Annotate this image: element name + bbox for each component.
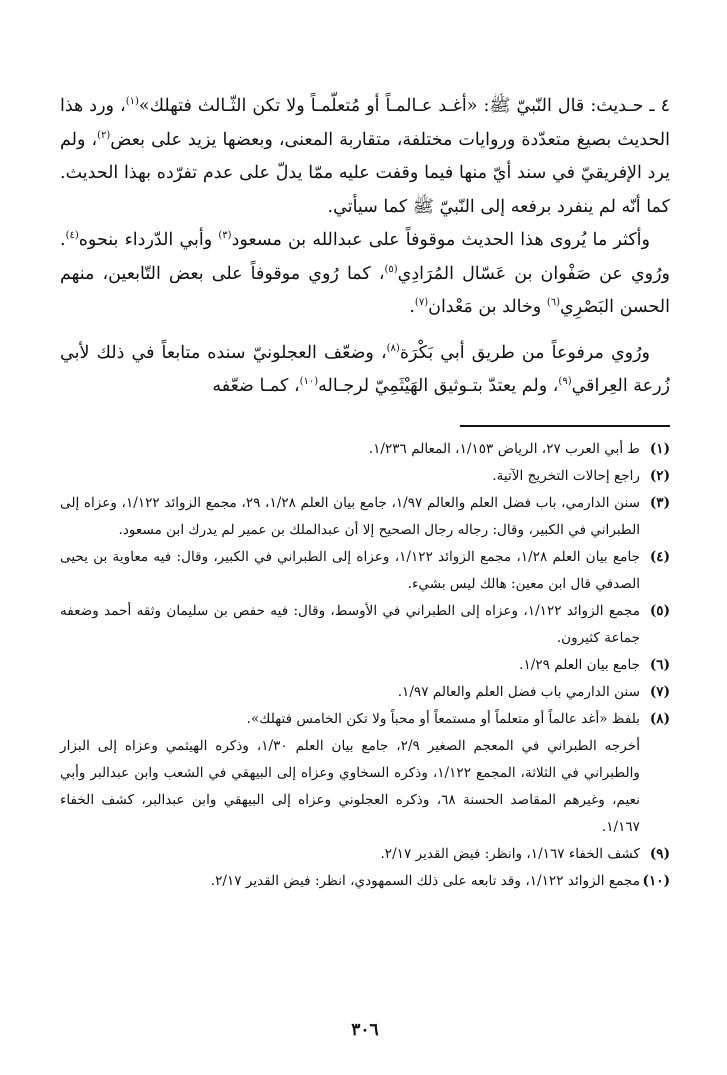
footnote-separator xyxy=(460,425,670,427)
footnote-ref-1: (١) xyxy=(125,96,139,108)
footnote-ref-4: (٤) xyxy=(65,230,79,242)
text-span: وأكثر ما يُروى هذا الحديث موقوفاً على عبدالله بن مسعود xyxy=(231,230,650,250)
footnote-text: جامع بيان العلم ١/٢٨، مجمع الزوائد ١/١٢٢، وعزاه إلى الطبراني في الكبير، وقال: فيه معاوية بن يحيى الصدفي قال ابن معين: هالك ليس بشيء. xyxy=(60,549,640,592)
footnote-ref-6: (٦) xyxy=(546,297,560,309)
footnote-8 xyxy=(60,706,670,733)
footnote-ref-2: (٢) xyxy=(97,129,111,141)
paragraph-mawquf xyxy=(60,224,670,325)
footnote-number: (٣) xyxy=(649,495,670,511)
footnote-text: كشف الخفاء ١/١٦٧، وانظر: فيض القدير ٢/١٧. xyxy=(380,846,640,862)
text-span: . xyxy=(409,297,415,317)
text-span: ، ولم يعتدّ بتـوثيق الهَيْثَمِيّ لرجـاله xyxy=(318,376,559,396)
footnote-ref-9: (٩) xyxy=(558,376,572,388)
text-span: ، ولم يرد الإفريقيّ في سند أيّ منها فيما وقفت عليه ممّا يدلّ على عدم تفرّده بهذا الحديث. كما أنّه لم ينفرد برفعه إلى النّبيّ ﷺ كما سيأتي. xyxy=(60,129,670,217)
footnote-ref-8: (٨) xyxy=(386,342,400,354)
text-span: ، ورد هذا الحديث بصيغ متعدّدة وروايات مختلفة، متقاربة المعنى، وبعضها يزيد على بعض xyxy=(60,96,670,150)
text-span: وخالد بن مَعْدان xyxy=(428,297,547,317)
text-span: ورُوي مرفوعاً من طريق أبي بَكْرَة xyxy=(399,342,651,363)
footnote-3 xyxy=(60,490,670,544)
footnote-ref-10: (١٠) xyxy=(299,376,319,388)
footnote-ref-5: (٥) xyxy=(384,263,398,275)
main-text xyxy=(60,90,670,404)
footnote-10 xyxy=(60,868,670,895)
text-span: ، كمـا ضعّفه xyxy=(212,376,300,396)
footnotes xyxy=(60,436,670,895)
footnote-number: (٤) xyxy=(649,549,670,565)
footnote-text: راجع إحالات التخريج الآتية. xyxy=(492,468,640,484)
footnote-number: (٦) xyxy=(649,657,670,673)
footnote-number: (١٠) xyxy=(642,873,670,889)
hadith-4-lead: ٤ ـ حـديث: قال النّبيّ ﷺ: «أغـد عـالمـاً أو مُتعلّمـاً ولا تكن الثّـالث فتهلك» xyxy=(138,96,670,116)
paragraph-hadith-4 xyxy=(60,90,670,224)
footnote-7 xyxy=(60,679,670,706)
footnote-ref-7: (٧) xyxy=(414,297,429,309)
book-page xyxy=(60,0,670,1075)
footnote-ref-3: (٣) xyxy=(218,230,232,242)
footnote-number: (٥) xyxy=(649,603,670,619)
footnote-number: (٧) xyxy=(649,684,670,700)
text-span: . ورُوي عن صَفْوان بن عَسّال المُرَادِي xyxy=(60,230,671,284)
footnote-5 xyxy=(60,598,670,652)
footnote-text: مجمع الزوائد ١/١٢٢، وقد تابعه على ذلك السمهودي، انظر: فيض القدير ٢/١٧. xyxy=(210,873,640,889)
footnote-number: (٩) xyxy=(649,846,670,862)
text-span: ، كما رُوي موقوفاً على بعض التّابعين، منهم الحسن البَصْرِي xyxy=(60,263,670,317)
text-span: ، وضعّف العجلونيّ سنده متابعاً في ذلك لأبي زُرعة العِراقي xyxy=(60,342,670,396)
footnote-8-continuation: أخرجه الطبراني في المعجم الصغير ٢/٩، جامع بيان العلم ١/٣٠، وذكره الهيثمي وعزاه إلى البزار والطبراني في الثلاثة، المجمع ١/١٢٢، وذكره السخاوي وعزاه إلى البيهقي في الشعب وابن عبدالبر وأبي نعيم، وغيرهم المقاصد الحسنة ٦٨، وذكره العجلوني وعزاه إلى البيهقي وابن عبدالبر، كشف الخفاء ١/١٦٧. xyxy=(60,738,640,835)
text-span: وأبي الدّرداء بنحوه xyxy=(78,230,219,250)
footnote-text: ط أبي العرب ٢٧، الرياض ١/١٥٣، المعالم ١/٢٣٦. xyxy=(368,441,640,457)
paragraph-marfu xyxy=(60,337,670,404)
footnote-text: سنن الدارمي، باب فضل العلم والعالم ١/٩٧، جامع بيان العلم ١/٢٨، ٢٩، مجمع الزوائد ١/١٢٢، وعزاه إلى الطبراني في الكبير، وقال: رجاله رجال الصحيح إلا أن عبدالملك بن عمير لم يدرك ابن مسعود. xyxy=(60,495,640,538)
footnote-text: مجمع الزوائد ١/١٢٢، وعزاه إلى الطبراني في الأوسط، وقال: فيه حفص بن سليمان وثقه أحمد وضعفه جماعة كثيرون. xyxy=(60,603,640,646)
page-number: ٣٠٦ xyxy=(351,1020,379,1040)
footnote-number: (١) xyxy=(649,441,670,457)
footnote-text: بلفظ «أغد عالماً أو متعلماً أو مستمعاً أو محباً ولا تكن الخامس فتهلك». xyxy=(246,711,640,727)
footnote-number: (٨) xyxy=(649,711,670,727)
footnote-6 xyxy=(60,652,670,679)
footnote-9 xyxy=(60,841,670,868)
footnote-1 xyxy=(60,436,670,463)
footnote-4 xyxy=(60,544,670,598)
footnote-text: سنن الدارمي باب فضل العلم والعالم ١/٩٧. xyxy=(397,684,640,700)
footnote-number: (٢) xyxy=(649,468,670,484)
footnote-text: جامع بيان العلم ١/٢٩. xyxy=(519,657,640,673)
footnote-2 xyxy=(60,463,670,490)
